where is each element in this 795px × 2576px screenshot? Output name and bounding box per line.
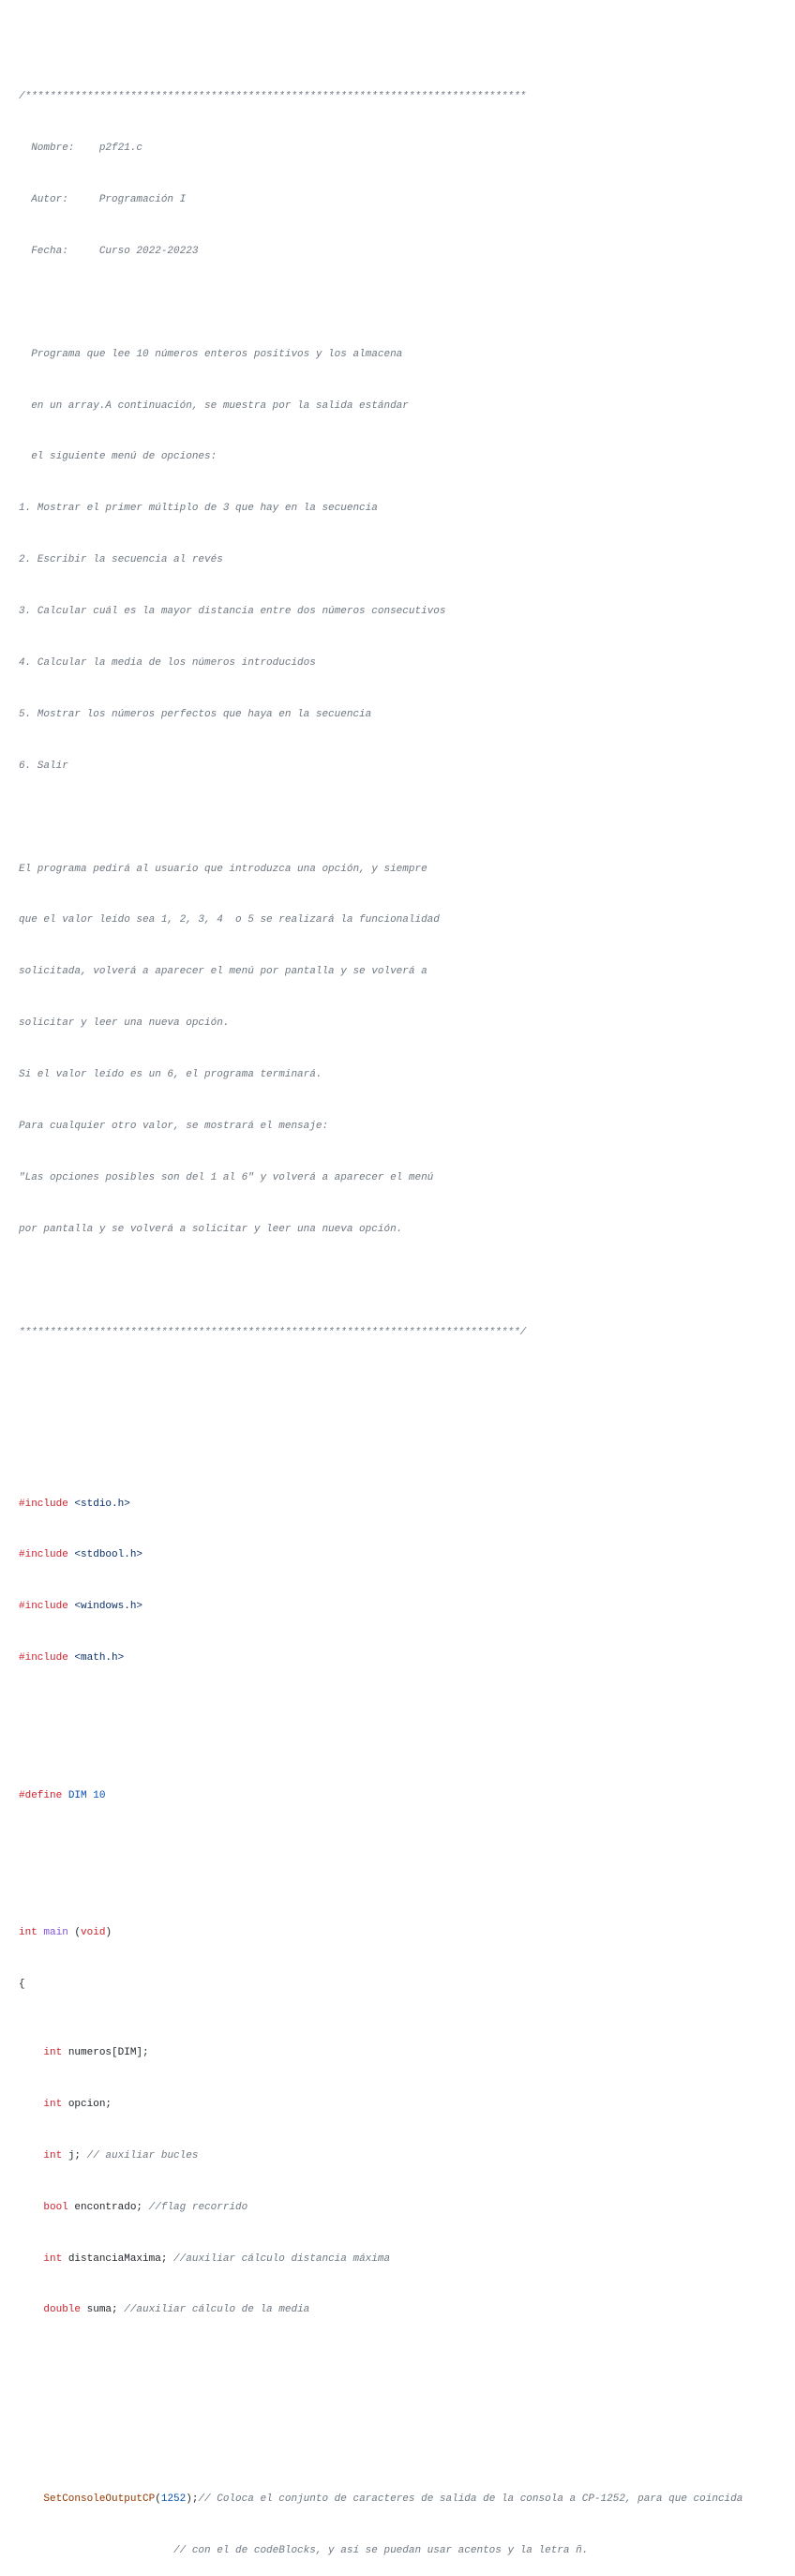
declaration-text: j; <box>62 2149 87 2162</box>
comment-line: 1. Mostrar el primer múltiplo de 3 que hay en la secuencia <box>19 503 378 515</box>
declaration-text: encontrado; <box>68 2201 149 2213</box>
inline-comment: //flag recorrido <box>148 2201 248 2213</box>
indent <box>19 2545 173 2556</box>
comment-line: 5. Mostrar los números perfectos que haya en la secuencia <box>19 708 372 720</box>
indent <box>19 2304 43 2315</box>
console-comment-line <box>19 2542 742 2559</box>
include-header: <stdio.h> <box>74 1498 130 1510</box>
comment-line: Para cualquier otro valor, se mostrará el mensaje: <box>19 1121 329 1132</box>
blank-line <box>19 2422 742 2439</box>
main-signature <box>19 1924 742 1941</box>
include-line <box>19 1546 742 1563</box>
declaration-text: numeros[DIM]; <box>62 2047 149 2059</box>
inline-comment: // Coloca el conjunto de caracteres de salida de la consola a CP-1252, para que coincida <box>198 2493 743 2505</box>
comment-line <box>19 294 742 311</box>
macro-name: DIM <box>68 1789 87 1801</box>
comment-line: /********************************************************************************* <box>19 91 527 103</box>
paren-close: ) <box>105 1926 112 1938</box>
comment-line: Programa que lee 10 números enteros positivos y los almacena <box>19 348 403 360</box>
comment-line: 2. Escribir la secuencia al revés <box>19 554 223 566</box>
inline-comment: // con el de codeBlocks, y así se puedan usar acentos y la letra ñ. <box>173 2544 589 2556</box>
code-editor <box>19 20 742 2576</box>
macro-value: 10 <box>93 1789 106 1801</box>
include-directive: #include <box>19 1549 68 1561</box>
blank-line <box>19 1718 742 1735</box>
comment-line: El programa pedirá al usuario que introduzca una opción, y siempre <box>19 863 428 875</box>
comment-line: Nombre: p2f21.c <box>19 143 143 155</box>
comment-line: solicitada, volverá a aparecer el menú por pantalla y se volverá a <box>19 966 428 978</box>
comment-line <box>19 809 742 826</box>
blank-line <box>19 1426 742 1443</box>
indent <box>19 2493 43 2505</box>
type-keyword: bool <box>43 2201 68 2213</box>
type-keyword: double <box>43 2304 82 2316</box>
comment-line: por pantalla y se volverá a solicitar y leer una nueva opción. <box>19 1223 403 1235</box>
comment-line: en un array.A continuación, se muestra por la salida estándar <box>19 399 409 412</box>
header-comment-block <box>19 54 742 1376</box>
comment-line: Autor: Programación I <box>19 193 187 205</box>
declaration-line <box>19 2199 742 2216</box>
comment-line <box>19 1273 742 1289</box>
inline-comment: // auxiliar bucles <box>86 2149 199 2162</box>
include-directive: #include <box>19 1652 68 1665</box>
declaration-text: suma; <box>81 2304 125 2316</box>
open-brace: { <box>19 1978 25 1990</box>
declaration-line <box>19 2044 742 2061</box>
call-argument: 1252 <box>160 2493 187 2505</box>
include-directive: #include <box>19 1498 68 1510</box>
return-type: int <box>19 1926 38 1938</box>
paren-open: ( <box>68 1926 82 1938</box>
include-line <box>19 1650 742 1666</box>
comment-line: Si el valor leído es un 6, el programa terminará. <box>19 1069 322 1081</box>
indent <box>19 2047 43 2058</box>
indent <box>19 2202 43 2213</box>
type-keyword: int <box>43 2098 63 2110</box>
type-keyword: int <box>43 2047 63 2059</box>
include-header: <stdbool.h> <box>74 1549 143 1561</box>
comment-line: 3. Calcular cuál es la mayor distancia entre dos números consecutivos <box>19 606 446 618</box>
comment-line: *********************************************************************************/ <box>19 1326 527 1338</box>
define-directive: #define <box>19 1789 63 1801</box>
declaration-line <box>19 2251 742 2267</box>
comment-line: Fecha: Curso 2022-20223 <box>19 245 199 257</box>
blank-line <box>19 2371 742 2388</box>
function-name: main <box>43 1926 68 1938</box>
type-keyword: int <box>43 2252 63 2265</box>
include-header: <windows.h> <box>74 1601 143 1613</box>
inline-comment: //auxiliar cálculo de la media <box>124 2304 310 2316</box>
paren-close: ); <box>186 2493 199 2505</box>
blank-line <box>19 1856 742 1873</box>
console-call-line <box>19 2491 742 2508</box>
comment-line: que el valor leído sea 1, 2, 3, 4 o 5 se realizará la funcionalidad <box>19 914 440 926</box>
include-directive: #include <box>19 1601 68 1613</box>
include-line <box>19 1496 742 1513</box>
declaration-line <box>19 2301 742 2318</box>
indent <box>19 2253 43 2265</box>
include-line <box>19 1598 742 1615</box>
type-keyword: int <box>43 2149 63 2162</box>
declaration-text: distanciaMaxima; <box>62 2252 174 2265</box>
define-line <box>19 1787 742 1804</box>
include-header: <math.h> <box>74 1652 125 1665</box>
comment-line: el siguiente menú de opciones: <box>19 451 218 463</box>
declaration-text: opcion; <box>62 2098 112 2110</box>
function-call: SetConsoleOutputCP <box>43 2493 156 2505</box>
param-type: void <box>81 1926 106 1938</box>
comment-line: 4. Calcular la media de los números introducidos <box>19 656 316 669</box>
comment-line: "Las opciones posibles son del 1 al 6" y volverá a aparecer el menú <box>19 1171 434 1183</box>
inline-comment: //auxiliar cálculo distancia máxima <box>173 2252 391 2265</box>
comment-line: solicitar y leer una nueva opción. <box>19 1017 230 1030</box>
declaration-line <box>19 2096 742 2113</box>
indent <box>19 2150 43 2162</box>
declaration-line <box>19 2147 742 2164</box>
indent <box>19 2099 43 2110</box>
paren-open: ( <box>155 2493 161 2505</box>
comment-line: 6. Salir <box>19 760 68 772</box>
